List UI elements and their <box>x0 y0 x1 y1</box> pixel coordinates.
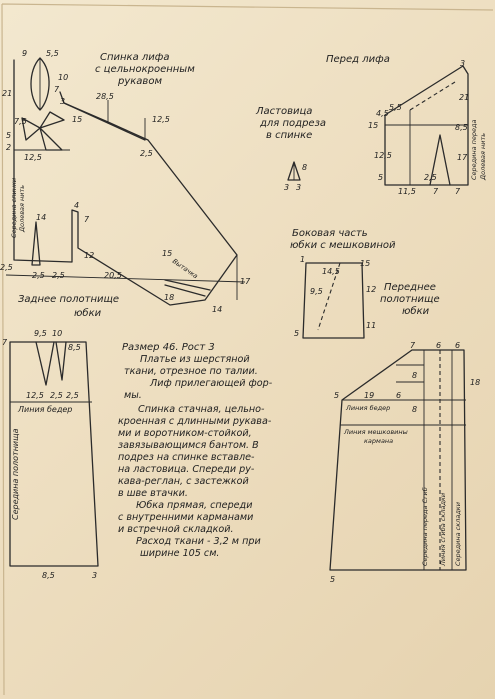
description-line: завязывающимся бантом. В <box>118 440 259 451</box>
back-hip-line-label: Линия бедер <box>18 405 73 414</box>
pleat-center-label: Середина складки <box>454 502 462 566</box>
dim-t2: 2,5 <box>32 271 45 280</box>
dim-c: 21 <box>2 89 13 98</box>
dim-f4: 15 <box>368 121 379 130</box>
dim-r9: 8 <box>412 405 418 414</box>
back-skirt-outline <box>10 342 98 566</box>
back-subtitle-1: с цельнокроенным <box>95 64 195 75</box>
description-line: в шве втачки. <box>118 488 188 499</box>
dim-k: 12,5 <box>24 153 42 162</box>
back-bodice-pattern <box>6 58 245 305</box>
dim-s6: 5 <box>294 329 300 338</box>
description-line: Спинка стачная, цельно- <box>138 404 265 415</box>
dim-m: 2 <box>6 143 12 152</box>
front-hip-line-label: Линия бедер <box>346 404 391 412</box>
back-skirt-dart-2 <box>56 342 66 380</box>
dim-b1: 7 <box>2 338 8 347</box>
dim-f2: 5,5 <box>389 103 402 112</box>
gusset-title-2: для подреза <box>260 118 327 129</box>
dim-b: 5,5 <box>46 49 59 58</box>
dim-r10: 5 <box>330 575 336 584</box>
gusset-pattern <box>288 162 300 180</box>
dim-s5: 9,5 <box>310 287 323 296</box>
dim-b7: 2,5 <box>66 391 79 400</box>
dim-i: 12,5 <box>152 115 170 124</box>
dim-p: 7 <box>84 215 90 224</box>
front-center-fold-label: Середина переда Сгиб <box>421 487 429 566</box>
dim-s7: 11 <box>366 321 377 330</box>
dim-r1: 7 <box>410 341 416 350</box>
description-line: кава-реглан, с застежкой <box>118 476 249 487</box>
front-center-label-2: Долевая нить <box>479 132 487 180</box>
dim-e: 7 <box>54 85 60 94</box>
description-line: мы. <box>124 390 142 401</box>
dim-d: 10 <box>58 73 69 82</box>
dim-b6: 2,5 <box>50 391 63 400</box>
description-line: Расход ткани - 3,2 м при <box>136 536 261 547</box>
dim-q: 12 <box>84 251 95 260</box>
dim-b3: 10 <box>52 329 63 338</box>
dim-r8: 8 <box>412 371 418 380</box>
dim-r3: 6 <box>455 341 461 350</box>
side-title-1: Боковая часть <box>292 228 368 239</box>
dim-g2: 3 <box>296 183 302 192</box>
description-line: ткани, отрезное по талии. <box>124 366 258 377</box>
dim-g3: 8 <box>302 163 308 172</box>
dim-s3: 15 <box>360 259 371 268</box>
description-line: и встречной складкой. <box>118 524 234 535</box>
dim-g1: 3 <box>284 183 290 192</box>
dim-t1: 2,5 <box>0 263 13 272</box>
front-raglan-line <box>410 82 455 110</box>
dim-f12: 17 <box>457 153 468 162</box>
dim-t7: 14 <box>212 305 223 314</box>
dim-f7: 5 <box>378 173 384 182</box>
dim-l: 7,5 <box>14 117 27 126</box>
description-heading: Размер 46. Рост 3 <box>122 342 215 353</box>
description-line: ширине 105 см. <box>140 548 220 559</box>
back-grain-label-2: Долевая нить <box>18 184 26 232</box>
dim-b8: 8,5 <box>42 571 55 580</box>
sleeve-dart-label: Вытачка <box>170 257 200 281</box>
dim-f11: 7 <box>455 187 461 196</box>
dim-f5: 12,5 <box>374 151 392 160</box>
dim-j: 5 <box>6 131 12 140</box>
pleat-fold-label: Линия сгиба складки <box>439 492 447 566</box>
dim-r4: 18 <box>470 378 481 387</box>
back-skirt-title-2: юбки <box>74 308 102 319</box>
front-skirt-title-1: Переднее <box>384 282 436 293</box>
description-line: на ластовица. Спереди ру- <box>118 464 255 475</box>
dim-t6: 18 <box>164 293 175 302</box>
back-dart <box>32 222 40 265</box>
dim-s4: 12 <box>366 285 377 294</box>
front-skirt-guides <box>396 365 424 382</box>
front-skirt-title-2: полотнище <box>380 294 440 305</box>
dim-b4: 8,5 <box>68 343 81 352</box>
side-title-2: юбки с мешковиной <box>290 240 396 251</box>
dim-r5: 5 <box>334 391 340 400</box>
dim-t4: 20,5 <box>104 271 122 280</box>
dim-s1: 1 <box>300 255 306 264</box>
gusset-title-3: в спинке <box>266 130 313 141</box>
dim-t5: 15 <box>162 249 173 258</box>
back-skirt-pattern <box>10 342 98 566</box>
pocket-line-label-1: Линия мешковины <box>344 428 408 436</box>
back-subtitle-2: рукавом <box>118 76 162 87</box>
dim-f3: 4,5 <box>376 109 389 118</box>
dim-g: 28,5 <box>96 92 114 101</box>
dim-r: 17 <box>240 277 251 286</box>
description-line: Юбка прямая, спереди <box>136 500 253 511</box>
back-title: Спинка лифа <box>100 52 170 63</box>
dim-t3: 2,5 <box>52 271 65 280</box>
dim-n: 14 <box>36 213 47 222</box>
description-line: кроенная с длинными рукава- <box>118 416 272 427</box>
dim-r7: 6 <box>396 391 402 400</box>
dim-o: 4 <box>74 201 80 210</box>
dim-b9: 3 <box>92 571 98 580</box>
description-block <box>118 342 273 559</box>
front-skirt-title-3: юбки <box>402 306 430 317</box>
dim-f6: 8,5 <box>455 123 468 132</box>
back-skirt-dart-1 <box>36 342 54 385</box>
bow-piece <box>22 112 64 150</box>
dim-f10: 7 <box>433 187 439 196</box>
pocket-line-label-2: кармана <box>364 437 394 445</box>
back-skirt-title-1: Заднее полотнище <box>18 294 120 305</box>
description-line: с внутренними карманами <box>118 512 254 523</box>
dim-b5: 12,5 <box>26 391 44 400</box>
dim-s: 2,5 <box>140 149 153 158</box>
dim-s2: 14,5 <box>322 267 340 276</box>
dim-b2: 9,5 <box>34 329 47 338</box>
front-title: Перед лифа <box>326 54 390 65</box>
front-center-label-1: Середина переда <box>470 119 478 180</box>
description-line: Платье из шерстяной <box>140 354 250 365</box>
back-center-label: Середина полотнища <box>11 428 20 520</box>
dim-f8: 11,5 <box>398 187 416 196</box>
gusset-title-1: Ластовица <box>256 106 313 117</box>
description-line: ми и воротником-стойкой, <box>118 428 252 439</box>
back-grain-label-1: Середина спинки <box>10 177 18 238</box>
description-line: подрез на спинке вставле- <box>118 452 255 463</box>
dim-f: 3 <box>60 97 66 106</box>
description-line: Лиф прилегающей фор- <box>150 378 273 389</box>
dim-f13: 21 <box>459 93 470 102</box>
dim-a: 9 <box>22 49 28 58</box>
dim-r6: 19 <box>364 391 375 400</box>
dim-h: 15 <box>72 115 83 124</box>
dim-f9: 2,5 <box>424 173 437 182</box>
dim-f1: 3 <box>460 59 466 68</box>
dim-r2: 6 <box>436 341 442 350</box>
